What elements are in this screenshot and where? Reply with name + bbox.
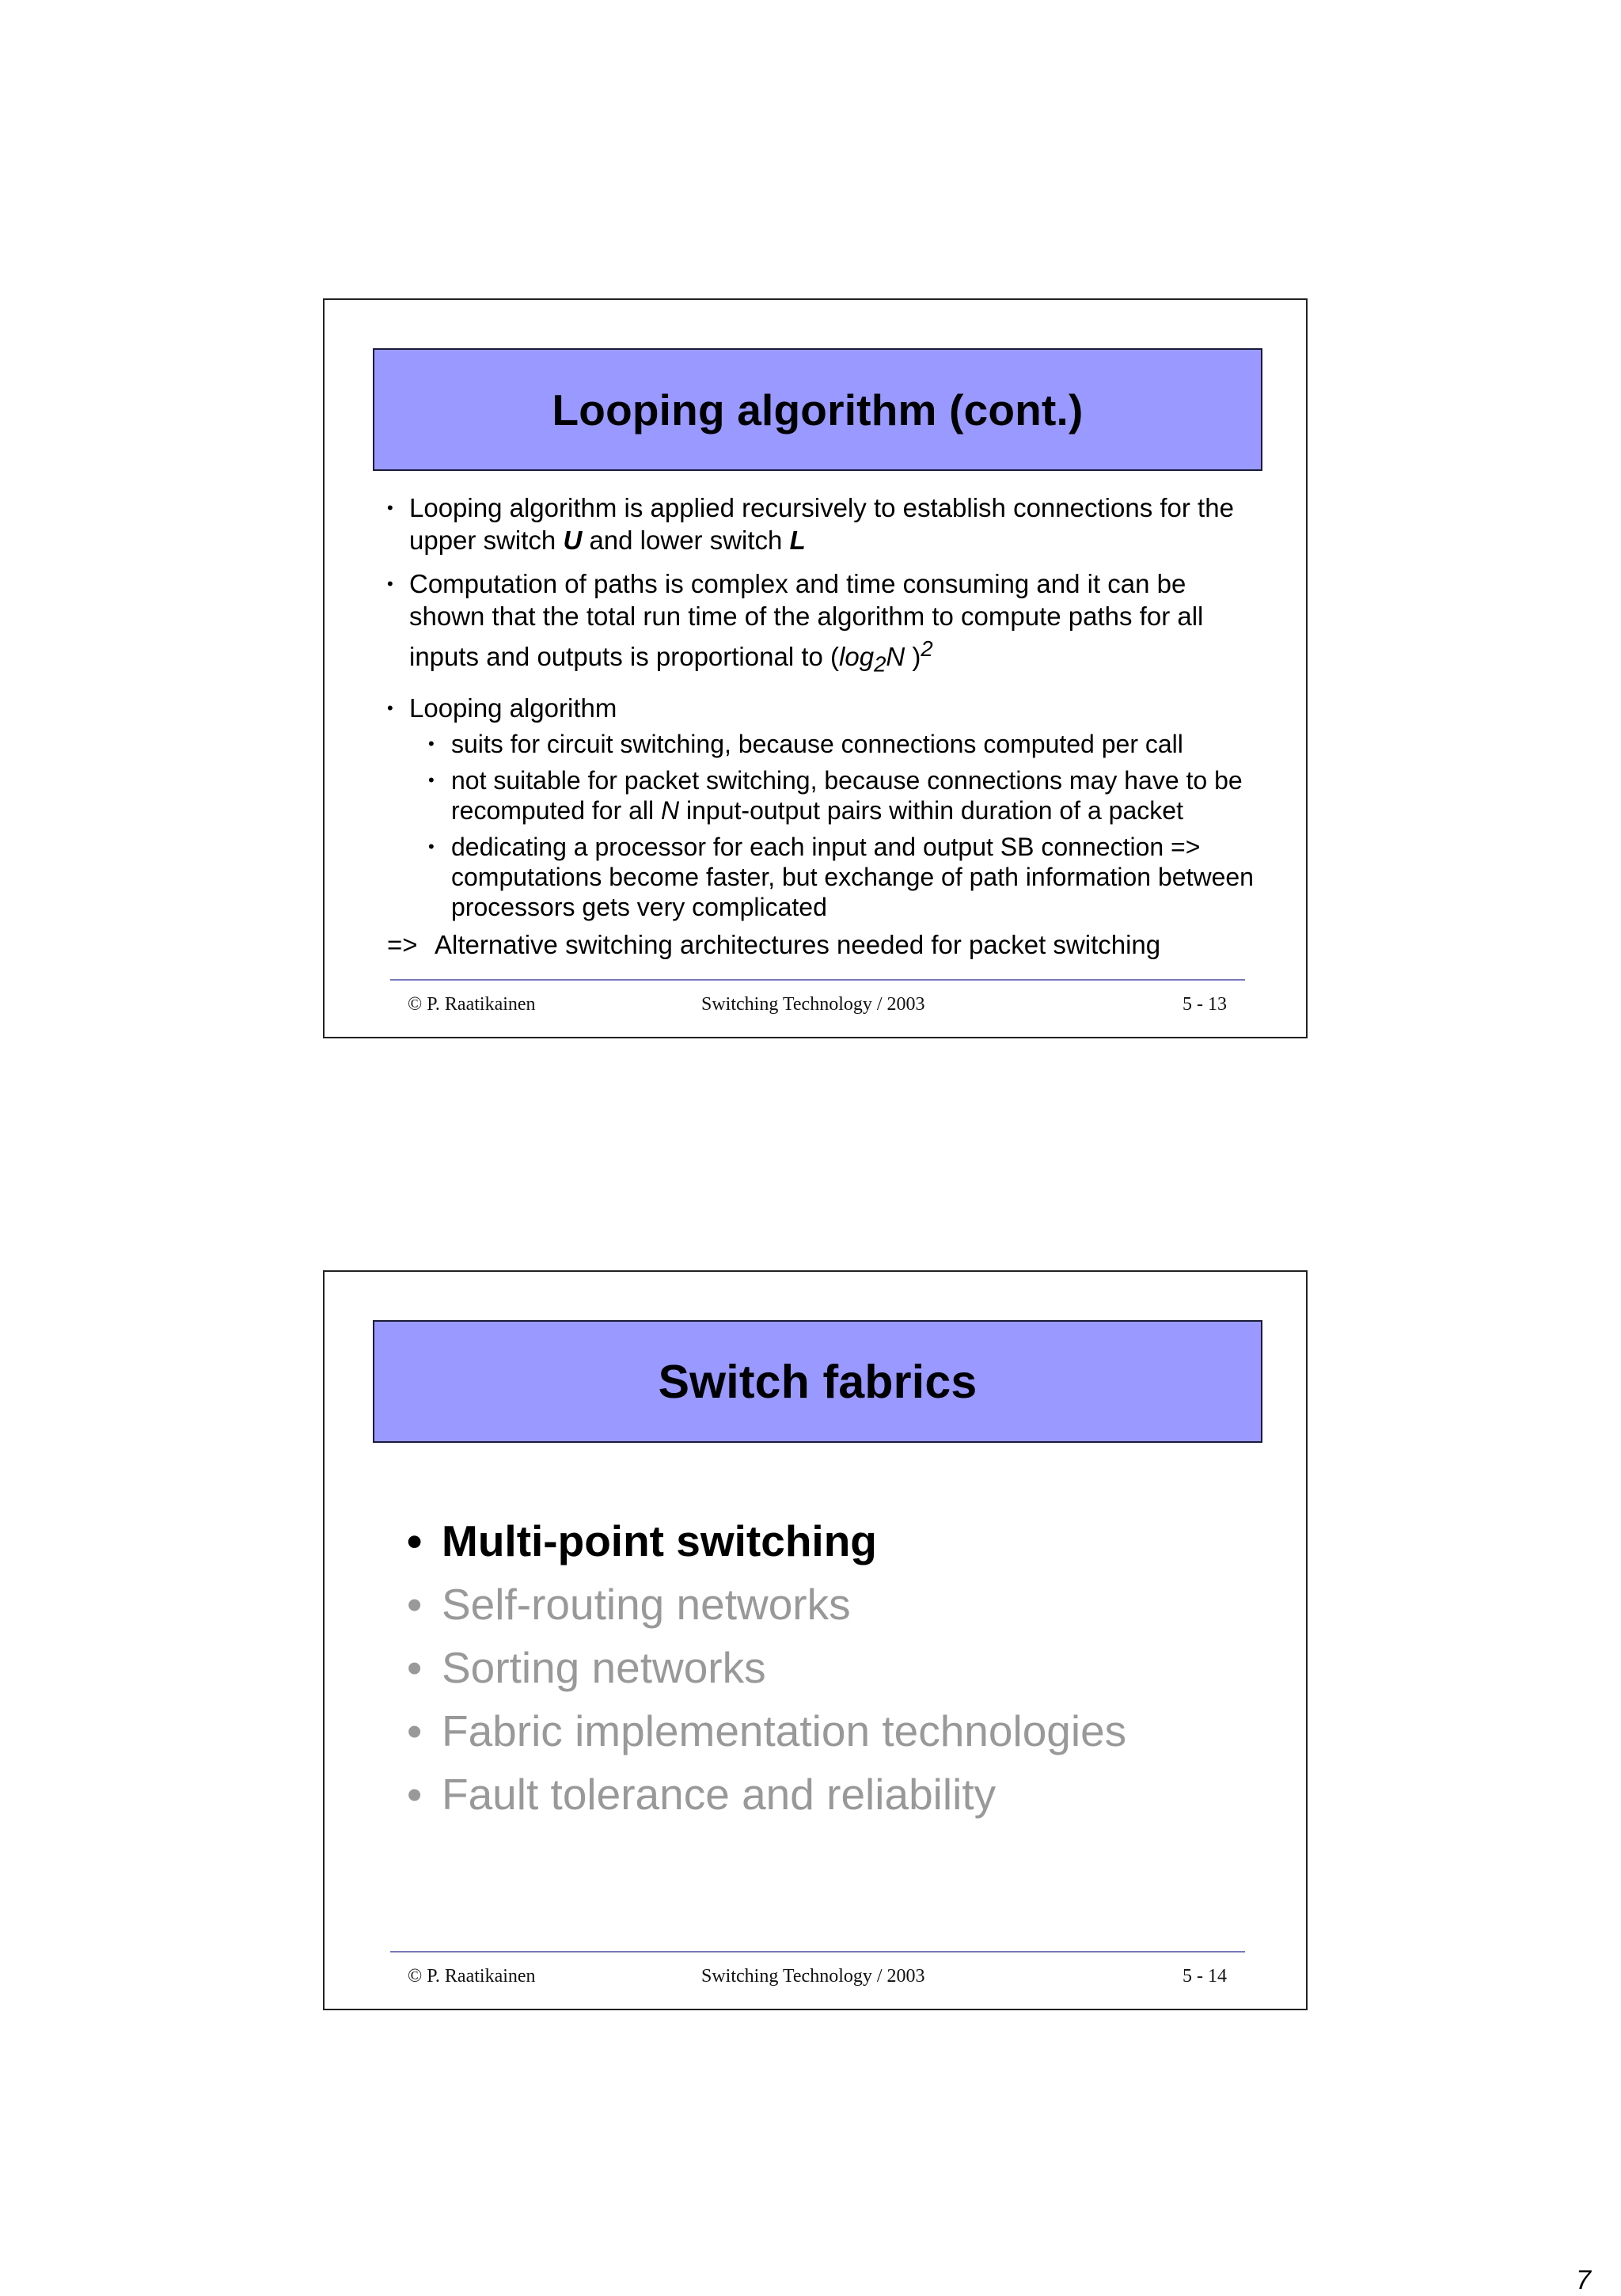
subbullet-text: input-output pairs within duration of a packet (679, 795, 1183, 825)
agenda-item: • Sorting networks (407, 1636, 1277, 1699)
bullet-looping (387, 692, 1258, 724)
subbullet-text: suits for circuit switching, because connections computed per call (451, 729, 1183, 758)
footer-author: © P. Raatikainen (408, 1966, 536, 1987)
slide-body (387, 491, 1258, 961)
slide-looping-algorithm (323, 298, 1308, 1038)
footer-course: Switching Technology / 2003 (701, 994, 925, 1015)
footer-divider (390, 979, 1245, 981)
slide-switch-fabrics (323, 1270, 1308, 2010)
log-text: log (839, 642, 875, 671)
var-n: N (886, 642, 905, 671)
subbullet-text: dedicating a processor for each input and output SB connection => computations become faster, but exchange of path information between processors gets very complicated (451, 832, 1254, 921)
subbullet-processor (387, 832, 1258, 922)
bullet-text: Computation of paths is complex and time consuming and it can be shown that the total run time of the algorithm to compute paths for all inputs and outputs is proportional to ( (409, 569, 1204, 671)
bullet-recursive (387, 491, 1258, 556)
footer-slide-number: 5 - 14 (1183, 1966, 1227, 1987)
conclusion-arrow: => (387, 929, 418, 959)
subbullet-circuit (387, 729, 1258, 759)
subbullet-packet (387, 765, 1258, 825)
var-u: U (563, 526, 583, 555)
bullet-computation (387, 567, 1258, 681)
footer-slide-number: 5 - 13 (1183, 994, 1227, 1015)
slide-title-box (373, 1320, 1262, 1443)
footer-author: © P. Raatikainen (408, 994, 536, 1015)
exponent: 2 (921, 636, 933, 661)
agenda-item: • Fault tolerance and reliability (407, 1763, 1277, 1826)
bullet-text: and lower switch (582, 526, 790, 555)
log-base: 2 (874, 651, 886, 677)
slide-title: Looping algorithm (cont.) (552, 385, 1084, 435)
var-l: L (789, 526, 806, 555)
page-number: 7 (1576, 2265, 1591, 2295)
footer-divider (390, 1951, 1245, 1953)
footer-course: Switching Technology / 2003 (701, 1966, 925, 1987)
paren-close: ) (905, 642, 921, 671)
bullet-text: Looping algorithm (409, 693, 617, 723)
slide-title-box (373, 348, 1262, 471)
subbullet-text: not suitable for packet switching, because connections may have to be recomputed for all (451, 765, 1243, 825)
agenda-item-active: • Multi-point switching (407, 1509, 1277, 1573)
agenda-item: • Self-routing networks (407, 1573, 1277, 1636)
slide-title: Switch fabrics (658, 1355, 978, 1408)
conclusion (387, 928, 1258, 961)
bullet-text: Looping algorithm is applied recursively to establish connections for the upper switch (409, 493, 1234, 555)
slide-body (407, 1509, 1277, 1826)
agenda-item: • Fabric implementation technologies (407, 1699, 1277, 1763)
var-n: N (661, 795, 680, 825)
conclusion-text: Alternative switching architectures needed for packet switching (435, 929, 1161, 959)
